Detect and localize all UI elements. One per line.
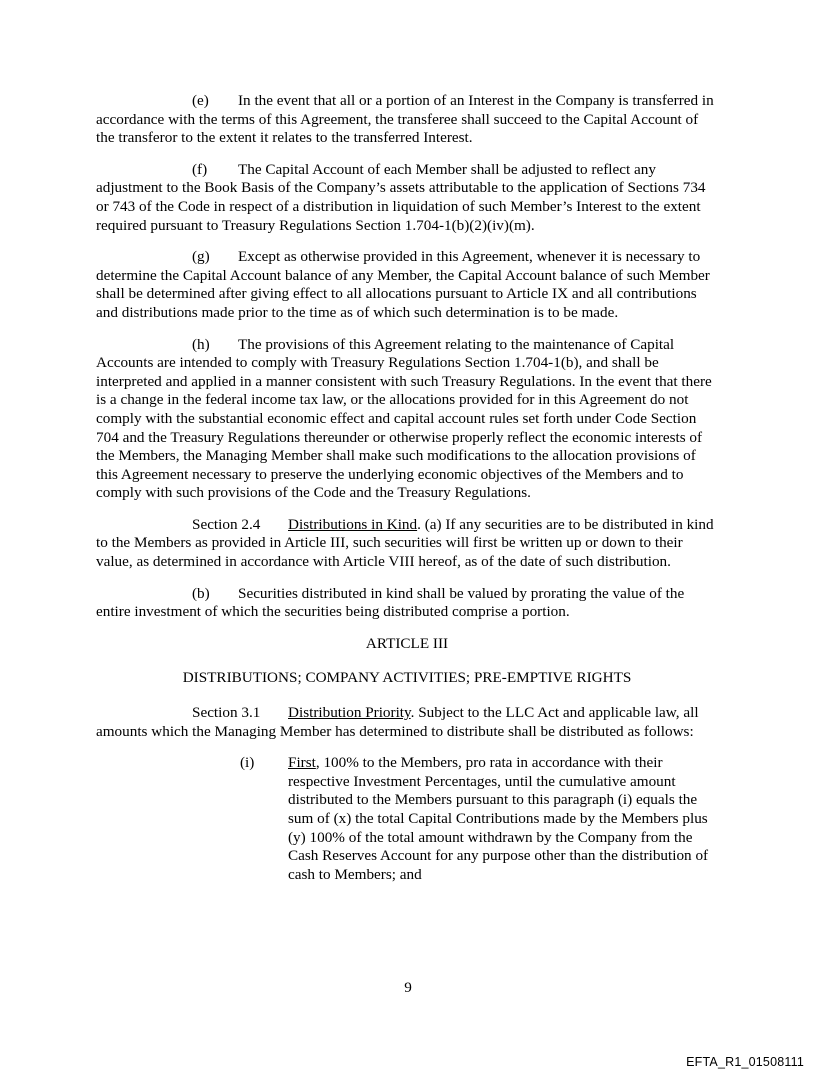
document-page <box>96 92 718 884</box>
paragraph-text: Except as otherwise provided in this Agreement, whenever it is necessary to determine the Capital Account balance of any Member, the Capital Account balance of such Member shall be determined after giving effect to all allocations pursuant to Article IX and all contributions and distributions made prior to the time as of which such determination is to be made. <box>96 248 710 321</box>
bates-number: EFTA_R1_01508111 <box>686 1055 804 1069</box>
paragraph-label: (e) <box>192 92 209 109</box>
list-item-label: (i) <box>240 754 255 772</box>
paragraph-text: In the event that all or a portion of an Interest in the Company is transferred in accordance with the terms of this Agreement, the transferee shall succeed to the Capital Account of the transferor to the extent it relates to the transferred Interest. <box>96 92 714 147</box>
paragraph-h <box>96 336 718 503</box>
section-number: Section 2.4 <box>192 515 261 533</box>
paragraph-text: The provisions of this Agreement relating to the maintenance of Capital Accounts are intended to comply with Treasury Regulations Section 1.704-1(b), and shall be interpreted and applied in a manner consistent with such Treasury Regulations. In the event that there is a change in the federal income tax law, or the allocations provided for in this Agreement do not comply with the substantial economic effect and capital account rules set forth under Code Section 704 and the Treasury Regulations thereunder or otherwise properly reflect the economic interests of the Members, the Managing Member shall make such modifications to the allocation provisions of this Agreement necessary to preserve the underlying economic objectives of the Members and to comply with such provisions of the Code and the Treasury Regulations. <box>96 335 712 502</box>
article-title: DISTRIBUTIONS; COMPANY ACTIVITIES; PRE-EMPTIVE RIGHTS <box>182 669 632 687</box>
paragraph-label: (h) <box>192 335 210 353</box>
section-title: Distribution Priority <box>288 704 411 722</box>
list-item-lead: First <box>288 754 316 772</box>
section-number: Section 3.1 <box>192 704 261 722</box>
paragraph-text: Securities distributed in kind shall be valued by prorating the value of the entire investment of which the securities being distributed comprise a portion. <box>96 584 685 621</box>
section-text: . (a) If any securities are to be distributed in kind to the Members as provided in Article III, such securities will first be written up or down to their value, as determined in accordance with Article VIII hereof, as of the date of such distribution. <box>96 515 714 571</box>
paragraph-label: (b) <box>192 584 210 602</box>
paragraph-g <box>96 248 718 322</box>
list-item-i <box>240 754 718 884</box>
paragraph-label: (f) <box>192 160 208 178</box>
paragraph-text: The Capital Account of each Member shall be adjusted to reflect any adjustment to the Book Basis of the Company’s assets attributable to the application of Sections 734 or 743 of the Code in respect of a distribution in liquidation of such Member’s Interest to the extent required pursuant to Treasury Regulations Section 1.704-1(b)(2)(iv)(m). <box>96 160 706 234</box>
page-number: 9 <box>404 979 412 996</box>
list-item-text: , 100% to the Members, pro rata in accordance with their respective Investment Percentages, until the cumulative amount distributed to the Members pursuant to this paragraph (i) equals the sum of (x) the total Capital Contributions made by the Members plus (y) 100% of the total amount withdrawn by the Company from the Cash Reserves Account for any purpose other than the distribution of cash to Members; and <box>288 754 709 883</box>
paragraph-f <box>96 161 718 235</box>
section-2-4 <box>96 516 718 572</box>
section-2-4-b <box>96 585 718 622</box>
section-3-1 <box>96 704 718 741</box>
list-item-body <box>288 754 718 884</box>
section-title: Distributions in Kind <box>288 515 418 533</box>
paragraph-label: (g) <box>192 248 210 266</box>
article-heading: ARTICLE III <box>365 634 449 652</box>
section-text: . Subject to the LLC Act and applicable law, all amounts which the Managing Member has determined to distribute shall be distributed as follows: <box>96 704 699 740</box>
paragraph-e <box>96 92 718 148</box>
